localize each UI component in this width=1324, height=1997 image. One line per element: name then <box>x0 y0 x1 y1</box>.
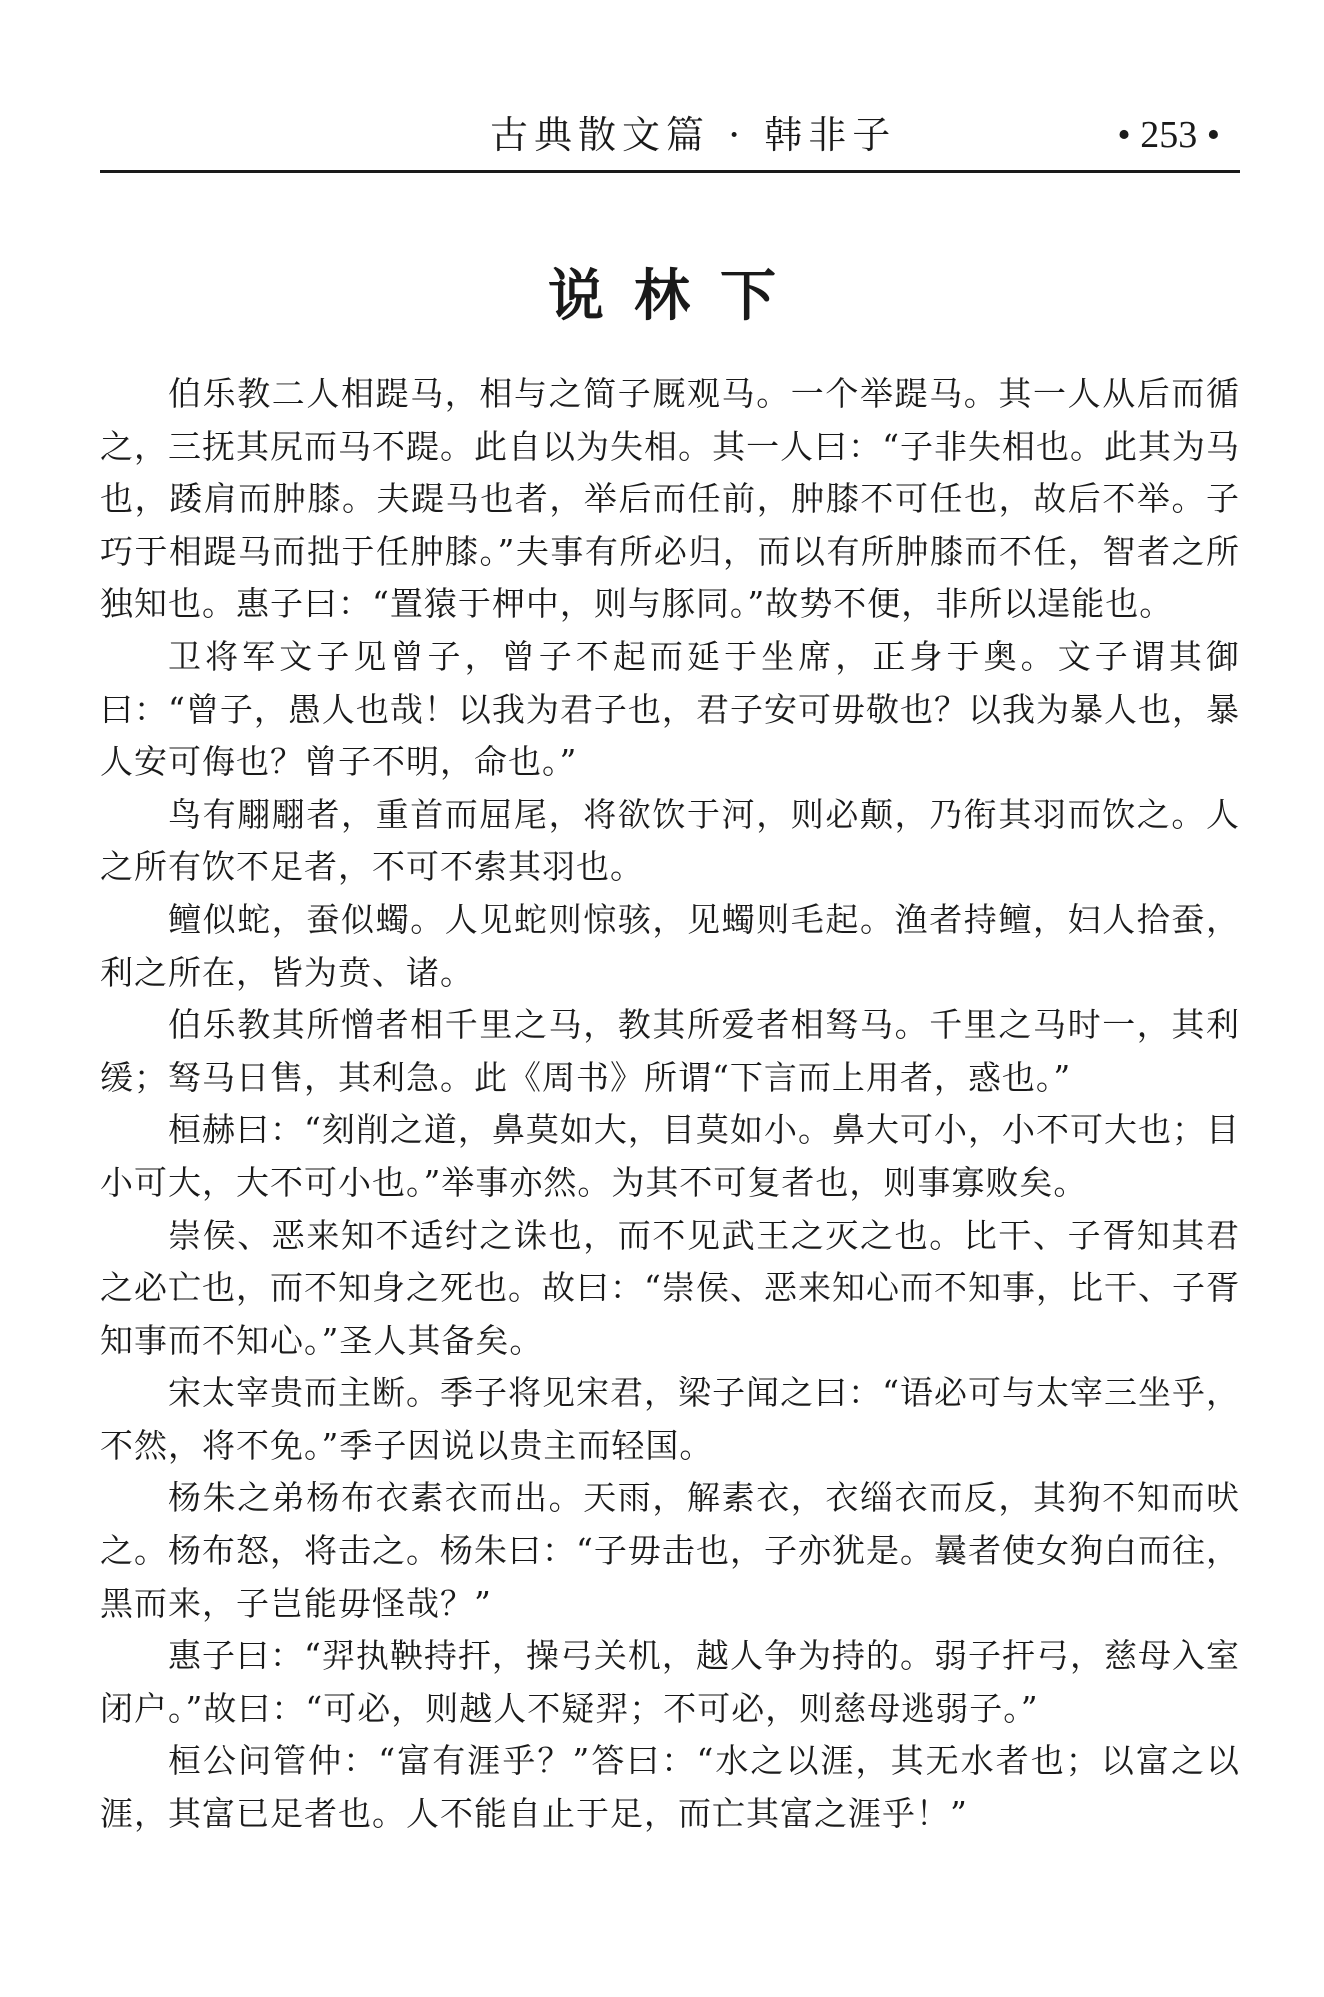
paragraph: 伯乐教二人相踶马，相与之简子厩观马。一个举踶马。其一人从后而循之，三抚其尻而马不踶。此自以为失相。其一人曰：“子非失相也。此其为马也，踒肩而肿膝。夫踶马也者，举后而任前，肿膝不可任也，故后不举。子巧于相踶马而拙于任肿膝。”夫事有所必归，而以有所肿膝而不任，智者之所独知也。惠子曰：“置猿于柙中，则与豚同。”故势不便，非所以逞能也。 <box>100 374 1240 624</box>
page-number: • 253 • <box>1117 114 1220 156</box>
running-header <box>100 100 1240 172</box>
paragraph: 卫将军文子见曾子，曾子不起而延于坐席，正身于奥。文子谓其御曰：“曾子，愚人也哉！以我为君子也，君子安可毋敬也？以我为暴人也，暴人安可侮也？曾子不明，命也。” <box>100 636 1240 782</box>
paragraph: 鸟有翢翢者，重首而屈尾，将欲饮于河，则必颠，乃衔其羽而饮之。人之所有饮不足者，不可不索其羽也。 <box>100 794 1240 887</box>
paragraph: 鳣似蛇，蚕似蠋。人见蛇则惊骇，见蠋则毛起。渔者持鳣，妇人拾蚕，利之所在，皆为贲、诸。 <box>100 899 1240 992</box>
running-header-title: 古典散文篇 · 韩非子 <box>490 113 897 157</box>
paragraph: 宋太宰贵而主断。季子将见宋君，梁子闻之曰：“语必可与太宰三坐乎，不然，将不免。”季子因说以贵主而轻国。 <box>100 1373 1240 1465</box>
paragraph: 桓赫曰：“刻削之道，鼻莫如大，目莫如小。鼻大可小，小不可大也；目小可大，大不可小也。”举事亦然。为其不可复者也，则事寡败矣。 <box>100 1110 1240 1202</box>
article-body <box>100 368 1240 1841</box>
paragraph: 杨朱之弟杨布衣素衣而出。天雨，解素衣，衣缁衣而反，其狗不知而吠之。杨布怒，将击之。杨朱曰：“子毋击也，子亦犹是。曩者使女狗白而往，黑而来，子岂能毋怪哉？” <box>100 1478 1240 1623</box>
paragraph: 惠子曰：“羿执鞅持扞，操弓关机，越人争为持的。弱子扞弓，慈母入室闭户。”故曰：“可必，则越人不疑羿；不可必，则慈母逃弱子。” <box>100 1636 1240 1728</box>
paragraph: 伯乐教其所憎者相千里之马，教其所爱者相驽马。千里之马时一，其利缓；驽马日售，其利急。此《周书》所谓“下言而上用者，惑也。” <box>100 1005 1240 1097</box>
article-title: 说林下 <box>548 264 806 329</box>
paragraph: 崇侯、恶来知不适纣之诛也，而不见武王之灭之也。比干、子胥知其君之必亡也，而不知身之死也。故曰：“崇侯、恶来知心而不知事，比干、子胥知事而不知心。”圣人其备矣。 <box>100 1215 1240 1360</box>
paragraph: 桓公问管仲：“富有涯乎？”答曰：“水之以涯，其无水者也；以富之以涯，其富已足者也。人不能自止于足，而亡其富之涯乎！” <box>100 1741 1240 1834</box>
header-divider <box>100 170 1240 173</box>
